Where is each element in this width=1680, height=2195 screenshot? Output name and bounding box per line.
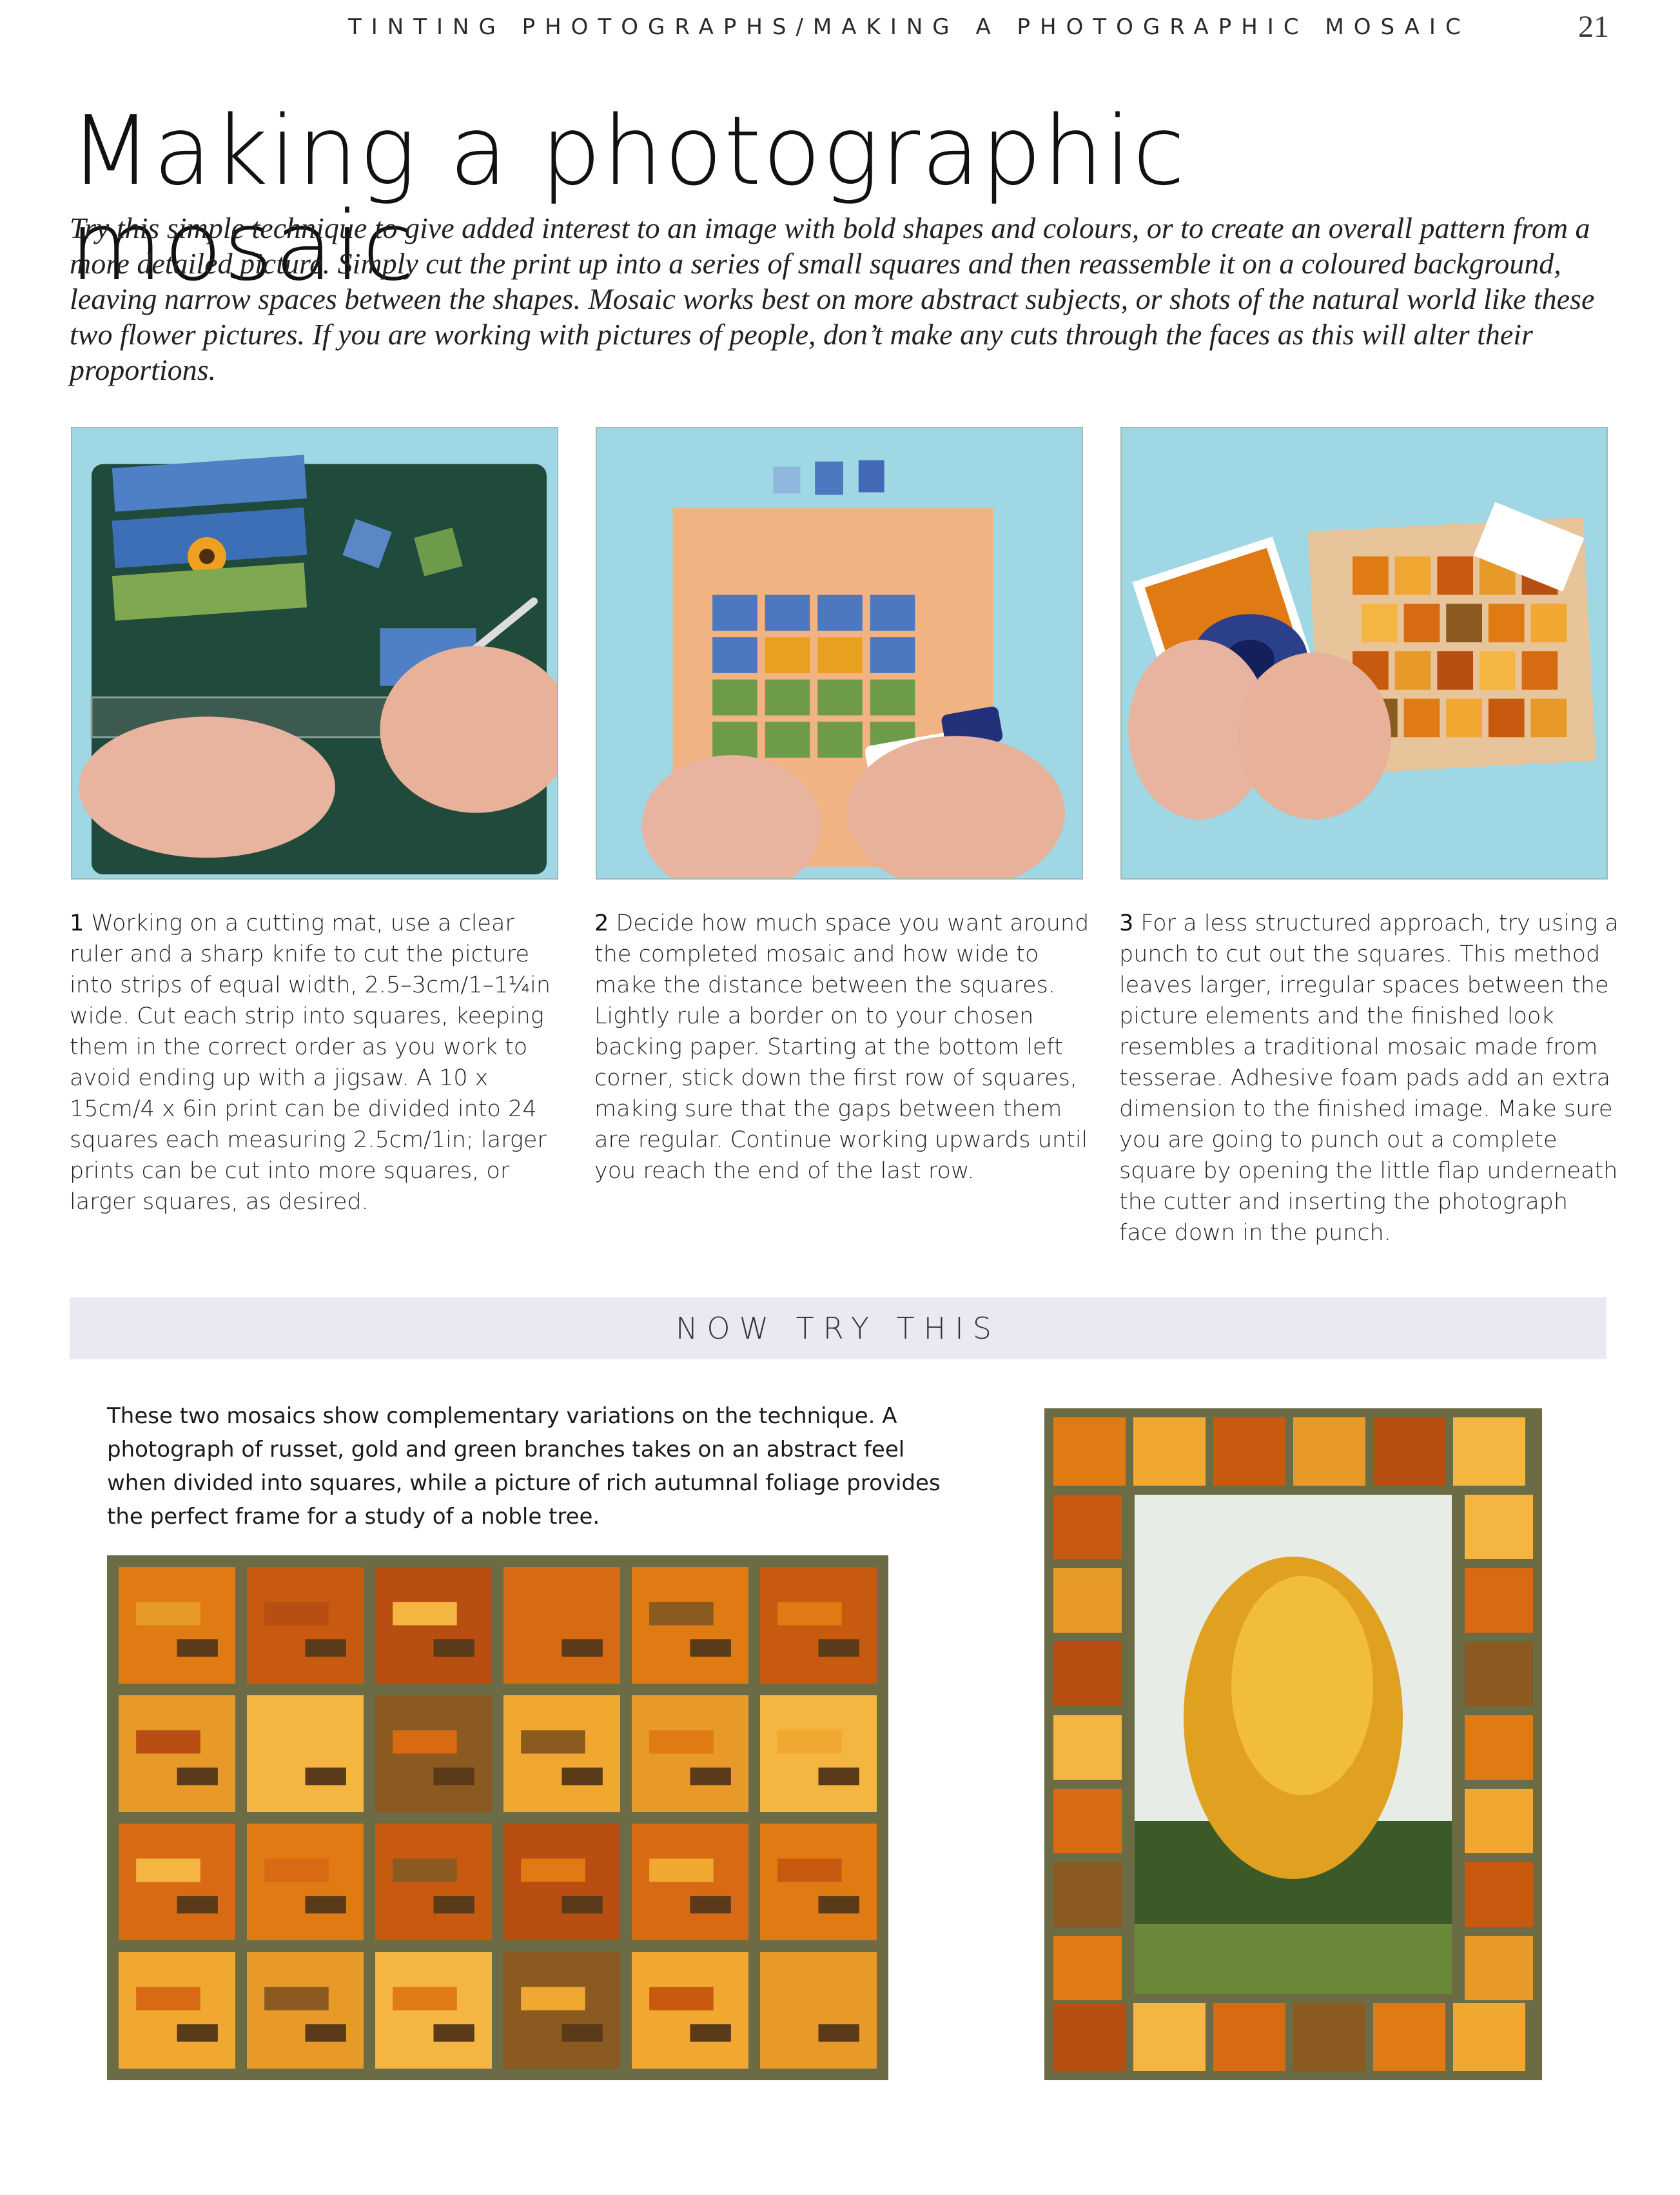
- frame-tile: [1053, 2003, 1126, 2071]
- foliage-patch: [393, 1602, 457, 1625]
- foliage-patch: [393, 1858, 457, 1882]
- now-try-this-text: These two mosaics show complementary variations on the technique. A photograph of russet, gold and green branches takes on an abstract feel when divided into squares, while a picture of rich autumnal foliage provides the perfect frame for a study of a noble tree.: [107, 1403, 941, 1530]
- now-try-this-heading: NOW TRY THIS: [675, 1311, 1001, 1346]
- branch-patch: [306, 1896, 346, 1913]
- foliage-patch: [521, 1858, 585, 1882]
- branch-patch: [434, 1767, 474, 1785]
- punched-tile: [1437, 651, 1473, 690]
- punched-tile: [1404, 699, 1440, 738]
- foliage-patch: [136, 1987, 200, 2010]
- branch-patch: [690, 1896, 731, 1913]
- foliage-patch: [777, 1987, 842, 2010]
- mosaic-tile: [765, 595, 810, 631]
- branch-patch: [177, 1896, 218, 1913]
- branch-patch: [562, 2024, 603, 2042]
- frame-tile: [1373, 1417, 1445, 1486]
- foliage-patch: [649, 1730, 714, 1753]
- step-1-text: [70, 908, 572, 1217]
- mosaic-tile: [817, 637, 863, 673]
- mosaic-tile: [765, 637, 810, 673]
- punch-illustration: [1122, 428, 1607, 878]
- step-3-photo: [1120, 427, 1608, 880]
- frame-tile: [1053, 1642, 1122, 1706]
- frame-tile: [1053, 1495, 1122, 1559]
- foliage-patch: [649, 1858, 714, 1882]
- cutting-mat-illustration: [72, 428, 557, 878]
- backing-paper-illustration: [597, 428, 1082, 878]
- step-3-text: [1119, 908, 1622, 1248]
- now-try-this-banner: [70, 1297, 1607, 1359]
- punched-tile: [1395, 651, 1431, 690]
- foliage-patch: [777, 1602, 842, 1625]
- punched-tile: [1446, 699, 1482, 738]
- foliage-patch: [393, 1987, 457, 2010]
- frame-tile: [1133, 1417, 1206, 1486]
- intro-paragraph: Try this simple technique to give added interest to an image with bold shapes and colours, or to create an overall pattern from a more detailed picture. Simply cut the print up into a series of small squares and then reassemble it on a coloured background, leaving narrow spaces between the shapes. Mosaic works best on more abstract subjects, or shots of the natural world like these two flower pictures. If you are working with pictures of people, don’t make any cuts through the faces as this will alter their proportions.: [70, 212, 1595, 386]
- punched-tile: [1480, 651, 1516, 690]
- mosaic-tile: [712, 637, 757, 673]
- page-title: Making a photographic mosaic: [70, 95, 1187, 302]
- frame-tile: [1465, 1789, 1533, 1853]
- branch-patch: [306, 1767, 346, 1785]
- foliage-patch: [136, 1730, 200, 1753]
- foliage-patch: [136, 1602, 200, 1625]
- foliage-patch: [264, 1602, 329, 1625]
- step-1-number: 1: [70, 910, 84, 936]
- foliage-patch: [521, 1987, 585, 2010]
- frame-tile: [1213, 1417, 1285, 1486]
- step-2-text: [594, 908, 1097, 1186]
- branches-mosaic: [107, 1555, 888, 2080]
- frame-tile: [1453, 1417, 1525, 1486]
- branch-patch: [690, 1767, 731, 1785]
- mosaic-tile: [870, 680, 915, 716]
- frame-tile: [1465, 1862, 1533, 1927]
- branch-patch: [819, 1639, 859, 1657]
- mosaic-tile: [870, 637, 915, 673]
- frame-tile: [1133, 2003, 1206, 2071]
- branch-patch: [434, 2024, 474, 2042]
- branch-patch: [562, 1639, 603, 1657]
- tree-crown-highlight: [1231, 1576, 1373, 1795]
- frame-tile: [1053, 1862, 1122, 1927]
- frame-tile: [1293, 2003, 1365, 2071]
- punched-tile: [1531, 699, 1567, 738]
- frame-tile: [1373, 2003, 1445, 2071]
- mosaic-tile: [712, 680, 757, 716]
- step-2-photo: [596, 427, 1083, 880]
- punched-tile: [1362, 604, 1398, 642]
- branch-patch: [434, 1896, 474, 1913]
- frame-tile: [1465, 1715, 1533, 1780]
- step-2-number: 2: [594, 910, 609, 936]
- tree-frame-mosaic: [1044, 1408, 1542, 2080]
- punched-tile: [1353, 556, 1389, 595]
- frame-tile: [1453, 2003, 1525, 2071]
- branch-patch: [177, 2024, 218, 2042]
- foliage-patch: [264, 1858, 329, 1882]
- foliage-patch: [264, 1730, 329, 1753]
- tree-frame-mosaic-image: [1044, 1408, 1542, 2080]
- foliage-patch: [777, 1858, 842, 1882]
- mosaic-tile: [817, 722, 863, 758]
- punched-tile: [1531, 604, 1567, 642]
- punched-tile: [1489, 699, 1525, 738]
- frame-tile: [1465, 1495, 1533, 1559]
- frame-tile: [1213, 2003, 1285, 2071]
- frame-tile: [1053, 1715, 1122, 1780]
- branch-patch: [819, 2024, 859, 2042]
- punched-tile: [1489, 604, 1525, 642]
- foliage-patch: [393, 1730, 457, 1753]
- branch-patch: [690, 1639, 731, 1657]
- punched-tile: [1404, 604, 1440, 642]
- punched-tile: [1522, 651, 1558, 690]
- branch-patch: [562, 1767, 603, 1785]
- branch-patch: [434, 1639, 474, 1657]
- frame-tile: [1053, 1568, 1122, 1633]
- step-1-photo: [71, 427, 558, 880]
- mosaic-tile: [712, 595, 757, 631]
- frame-tile: [1053, 1789, 1122, 1853]
- branch-patch: [819, 1767, 859, 1785]
- mosaic-tile: [765, 722, 810, 758]
- frame-tile: [1465, 1642, 1533, 1706]
- branch-patch: [306, 1639, 346, 1657]
- branch-patch: [690, 2024, 731, 2042]
- foliage-patch: [521, 1730, 585, 1753]
- branch-patch: [177, 1767, 218, 1785]
- step-3-body: For a less structured approach, try using a punch to cut out the squares. This method leaves larger, irregular spaces between the picture elements and the finished look resembles a traditional mosaic made from tesserae. Adhesive foam pads add an extra dimension to the finished image. Make sure you are going to punch out a complete square by opening the little flap underneath the cutter and inserting the photograph face down in the punch.: [1119, 910, 1619, 1246]
- step-1-body: Working on a cutting mat, use a clear ruler and a sharp knife to cut the picture into strips of equal width, 2.5–3cm/1–1¼in wide. Cut each strip into squares, keeping them in the correct order as you work to avoid ending up with a jigsaw. A 10 x 15cm/4 x 6in print can be divided into 24 squares each measuring 2.5cm/1in; larger prints can be cut into more squares, or larger squares, as desired.: [70, 910, 551, 1215]
- step-3-number: 3: [1119, 910, 1134, 936]
- running-head: TINTING PHOTOGRAPHS/MAKING A PHOTOGRAPHIC MOSAIC: [348, 14, 1470, 40]
- page-number: 21: [1578, 10, 1609, 44]
- mosaic-tile: [870, 595, 915, 631]
- punched-tile: [1446, 604, 1482, 642]
- punched-tile: [1437, 556, 1473, 595]
- mosaic-tile: [765, 680, 810, 716]
- branch-patch: [562, 1896, 603, 1913]
- frame-tile: [1053, 1417, 1126, 1486]
- frame-tile: [1465, 1936, 1533, 2000]
- mosaic-tile: [712, 722, 757, 758]
- frame-tile: [1053, 1936, 1122, 2000]
- foliage-patch: [264, 1987, 329, 2010]
- frame-tile: [1465, 1568, 1533, 1633]
- foliage-patch: [136, 1858, 200, 1882]
- punched-tile: [1395, 556, 1431, 595]
- branches-mosaic-image: [107, 1555, 888, 2080]
- foliage-patch: [649, 1987, 714, 2010]
- branch-patch: [306, 2024, 346, 2042]
- step-2-body: Decide how much space you want around the completed mosaic and how wide to make the distance between the squares. Lightly rule a border on to your chosen backing paper. Starting at the bottom left corner, stick down the first row of squares, making sure that the gaps between them are regular. Continue working upwards until you reach the end of the last row.: [594, 910, 1089, 1184]
- mosaic-tile: [817, 595, 863, 631]
- tree-picture-lawn: [1135, 1924, 1452, 1994]
- foliage-patch: [649, 1602, 714, 1625]
- foliage-patch: [777, 1730, 842, 1753]
- branch-patch: [819, 1896, 859, 1913]
- branch-patch: [177, 1639, 218, 1657]
- foliage-patch: [521, 1602, 585, 1625]
- frame-tile: [1293, 1417, 1365, 1486]
- mosaic-tile: [817, 680, 863, 716]
